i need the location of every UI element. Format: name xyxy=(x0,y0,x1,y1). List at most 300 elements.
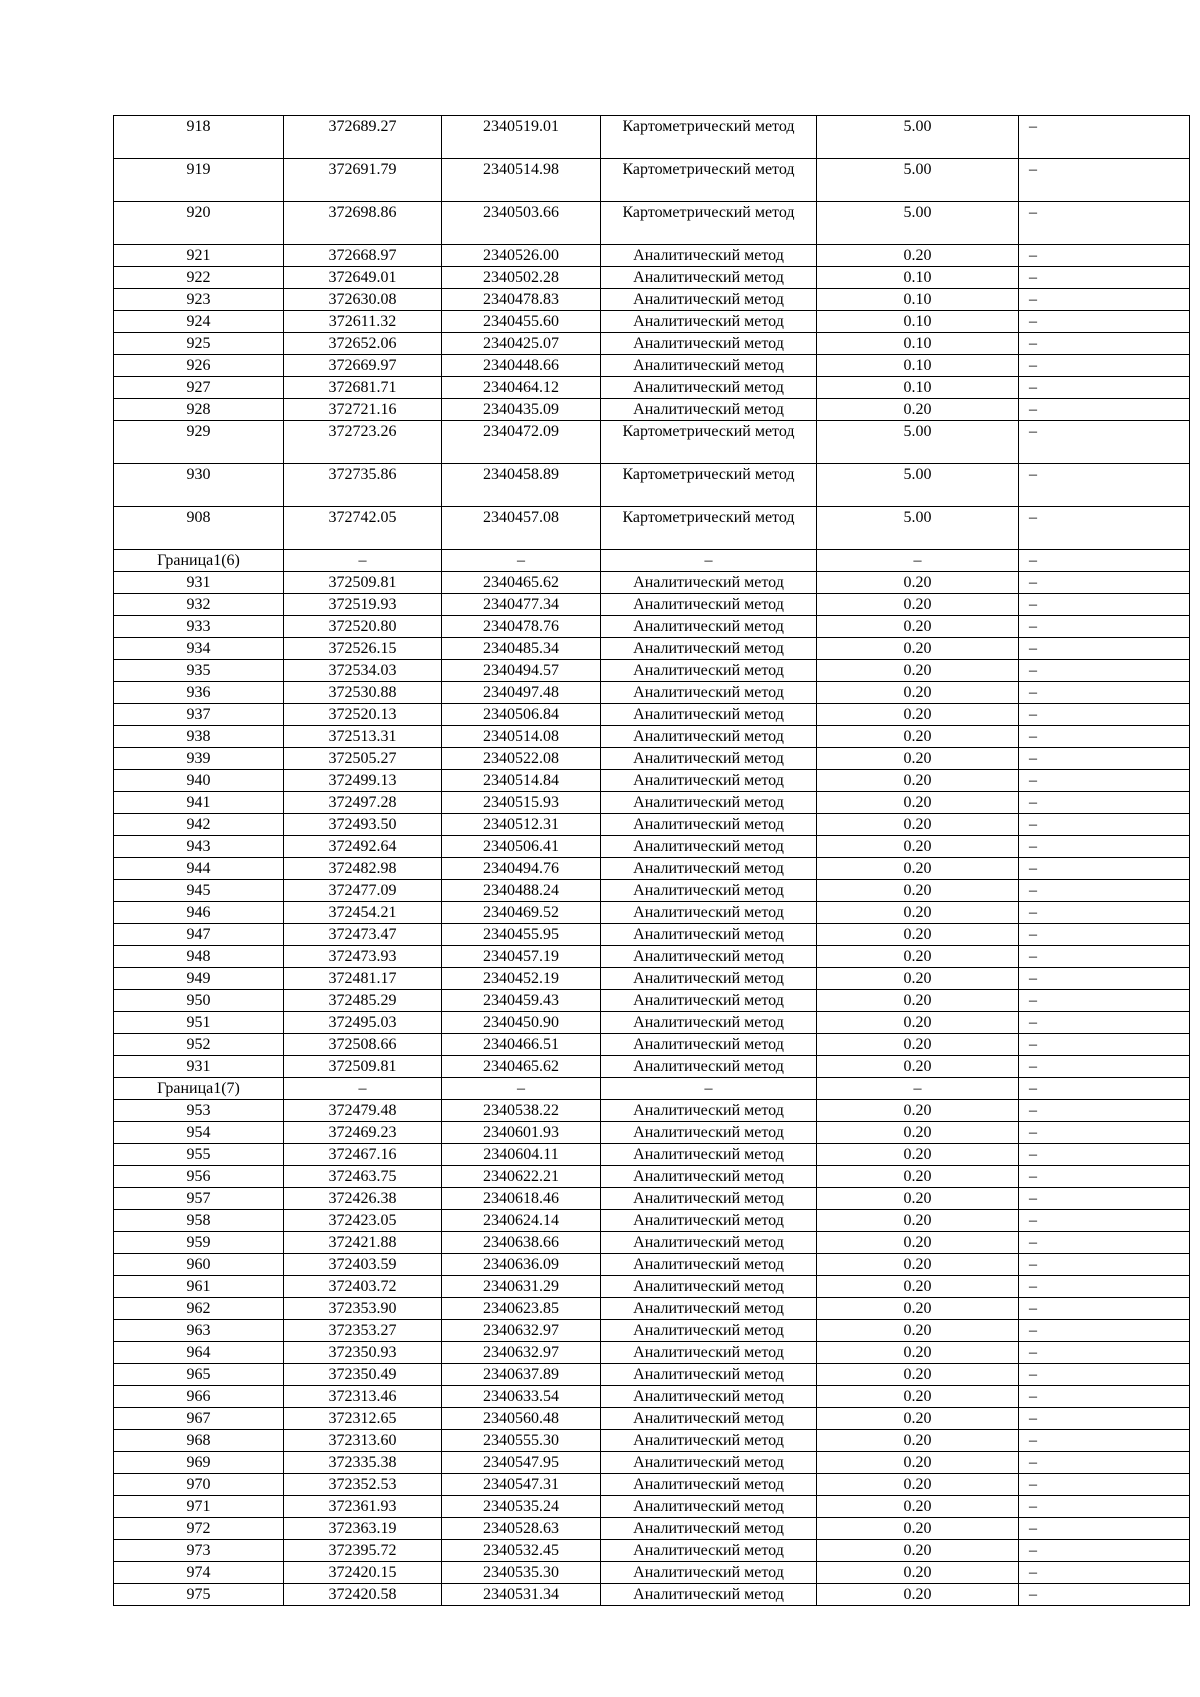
point-number-cell: 953 xyxy=(114,1100,284,1122)
method-cell: Аналитический метод xyxy=(601,1518,817,1540)
point-number-cell: 927 xyxy=(114,377,284,399)
accuracy-cell: – xyxy=(817,1078,1019,1100)
x-coordinate-cell: 372426.38 xyxy=(284,1188,442,1210)
method-cell: Картометрический метод xyxy=(601,507,817,550)
table-row xyxy=(114,1144,1190,1166)
point-number-cell: 923 xyxy=(114,289,284,311)
method-cell: Аналитический метод xyxy=(601,1540,817,1562)
method-cell: Аналитический метод xyxy=(601,1320,817,1342)
description-cell: – xyxy=(1019,507,1190,550)
table-row xyxy=(114,245,1190,267)
accuracy-cell: 0.20 xyxy=(817,1276,1019,1298)
method-cell: Аналитический метод xyxy=(601,682,817,704)
accuracy-cell: 0.20 xyxy=(817,968,1019,990)
accuracy-cell: 0.20 xyxy=(817,1452,1019,1474)
y-coordinate-cell: 2340455.60 xyxy=(442,311,601,333)
description-cell: – xyxy=(1019,267,1190,289)
coordinates-table-body xyxy=(114,116,1190,1606)
y-coordinate-cell: 2340535.30 xyxy=(442,1562,601,1584)
y-coordinate-cell: – xyxy=(442,550,601,572)
point-number-cell: 924 xyxy=(114,311,284,333)
y-coordinate-cell: 2340502.28 xyxy=(442,267,601,289)
method-cell: Аналитический метод xyxy=(601,1408,817,1430)
point-number-cell: 938 xyxy=(114,726,284,748)
x-coordinate-cell: 372363.19 xyxy=(284,1518,442,1540)
method-cell: Аналитический метод xyxy=(601,638,817,660)
description-cell: – xyxy=(1019,990,1190,1012)
description-cell: – xyxy=(1019,1364,1190,1386)
x-coordinate-cell: 372742.05 xyxy=(284,507,442,550)
method-cell: Аналитический метод xyxy=(601,1298,817,1320)
point-number-cell: 968 xyxy=(114,1430,284,1452)
point-number-cell: 948 xyxy=(114,946,284,968)
x-coordinate-cell: 372526.15 xyxy=(284,638,442,660)
y-coordinate-cell: 2340632.97 xyxy=(442,1342,601,1364)
y-coordinate-cell: 2340465.62 xyxy=(442,1056,601,1078)
method-cell: Аналитический метод xyxy=(601,616,817,638)
x-coordinate-cell: 372611.32 xyxy=(284,311,442,333)
accuracy-cell: 0.20 xyxy=(817,748,1019,770)
table-row xyxy=(114,1518,1190,1540)
y-coordinate-cell: 2340472.09 xyxy=(442,421,601,464)
table-row xyxy=(114,1166,1190,1188)
description-cell: – xyxy=(1019,1210,1190,1232)
table-row xyxy=(114,1562,1190,1584)
table-row xyxy=(114,1540,1190,1562)
table-row xyxy=(114,814,1190,836)
table-row xyxy=(114,1122,1190,1144)
table-row xyxy=(114,924,1190,946)
accuracy-cell: 0.10 xyxy=(817,311,1019,333)
description-cell: – xyxy=(1019,946,1190,968)
point-number-cell: 932 xyxy=(114,594,284,616)
accuracy-cell: 0.20 xyxy=(817,660,1019,682)
x-coordinate-cell: 372723.26 xyxy=(284,421,442,464)
description-cell: – xyxy=(1019,245,1190,267)
accuracy-cell: 0.20 xyxy=(817,1386,1019,1408)
method-cell: Картометрический метод xyxy=(601,159,817,202)
point-number-cell: 931 xyxy=(114,572,284,594)
x-coordinate-cell: 372479.48 xyxy=(284,1100,442,1122)
y-coordinate-cell: 2340448.66 xyxy=(442,355,601,377)
x-coordinate-cell: 372350.49 xyxy=(284,1364,442,1386)
accuracy-cell: 5.00 xyxy=(817,116,1019,159)
description-cell: – xyxy=(1019,1188,1190,1210)
description-cell: – xyxy=(1019,550,1190,572)
accuracy-cell: 0.20 xyxy=(817,924,1019,946)
y-coordinate-cell: 2340458.89 xyxy=(442,464,601,507)
y-coordinate-cell: 2340560.48 xyxy=(442,1408,601,1430)
table-row xyxy=(114,507,1190,550)
x-coordinate-cell: 372497.28 xyxy=(284,792,442,814)
point-number-cell: 949 xyxy=(114,968,284,990)
x-coordinate-cell: 372485.29 xyxy=(284,990,442,1012)
coordinates-table xyxy=(113,115,1190,1606)
description-cell: – xyxy=(1019,333,1190,355)
y-coordinate-cell: 2340547.31 xyxy=(442,1474,601,1496)
point-number-cell: 920 xyxy=(114,202,284,245)
table-row xyxy=(114,1188,1190,1210)
x-coordinate-cell: 372735.86 xyxy=(284,464,442,507)
x-coordinate-cell: 372721.16 xyxy=(284,399,442,421)
x-coordinate-cell: 372463.75 xyxy=(284,1166,442,1188)
description-cell: – xyxy=(1019,1320,1190,1342)
description-cell: – xyxy=(1019,792,1190,814)
description-cell: – xyxy=(1019,1056,1190,1078)
description-cell: – xyxy=(1019,704,1190,726)
y-coordinate-cell: 2340466.51 xyxy=(442,1034,601,1056)
accuracy-cell: 5.00 xyxy=(817,507,1019,550)
accuracy-cell: 0.20 xyxy=(817,1122,1019,1144)
x-coordinate-cell: 372473.93 xyxy=(284,946,442,968)
accuracy-cell: 0.20 xyxy=(817,1012,1019,1034)
table-row xyxy=(114,968,1190,990)
description-cell: – xyxy=(1019,1342,1190,1364)
table-row xyxy=(114,1430,1190,1452)
accuracy-cell: 0.20 xyxy=(817,792,1019,814)
description-cell: – xyxy=(1019,1166,1190,1188)
y-coordinate-cell: 2340636.09 xyxy=(442,1254,601,1276)
y-coordinate-cell: 2340514.98 xyxy=(442,159,601,202)
x-coordinate-cell: 372652.06 xyxy=(284,333,442,355)
table-row xyxy=(114,1276,1190,1298)
point-number-cell: 964 xyxy=(114,1342,284,1364)
x-coordinate-cell: 372499.13 xyxy=(284,770,442,792)
point-number-cell: 925 xyxy=(114,333,284,355)
table-row xyxy=(114,267,1190,289)
point-number-cell: 974 xyxy=(114,1562,284,1584)
table-row xyxy=(114,1056,1190,1078)
accuracy-cell: 0.20 xyxy=(817,399,1019,421)
point-number-cell: Граница1(6) xyxy=(114,550,284,572)
description-cell: – xyxy=(1019,638,1190,660)
description-cell: – xyxy=(1019,1496,1190,1518)
table-row xyxy=(114,1496,1190,1518)
method-cell: Аналитический метод xyxy=(601,924,817,946)
accuracy-cell: 0.10 xyxy=(817,377,1019,399)
method-cell: Аналитический метод xyxy=(601,1342,817,1364)
table-row xyxy=(114,616,1190,638)
description-cell: – xyxy=(1019,311,1190,333)
y-coordinate-cell: 2340637.89 xyxy=(442,1364,601,1386)
y-coordinate-cell: 2340512.31 xyxy=(442,814,601,836)
method-cell: Аналитический метод xyxy=(601,377,817,399)
accuracy-cell: 0.20 xyxy=(817,1584,1019,1606)
y-coordinate-cell: 2340494.76 xyxy=(442,858,601,880)
x-coordinate-cell: 372520.13 xyxy=(284,704,442,726)
x-coordinate-cell: 372482.98 xyxy=(284,858,442,880)
point-number-cell: 960 xyxy=(114,1254,284,1276)
method-cell: – xyxy=(601,550,817,572)
method-cell: Картометрический метод xyxy=(601,202,817,245)
accuracy-cell: 0.20 xyxy=(817,1254,1019,1276)
description-cell: – xyxy=(1019,1430,1190,1452)
accuracy-cell: 5.00 xyxy=(817,159,1019,202)
point-number-cell: 935 xyxy=(114,660,284,682)
y-coordinate-cell: 2340604.11 xyxy=(442,1144,601,1166)
table-row xyxy=(114,399,1190,421)
table-row xyxy=(114,682,1190,704)
accuracy-cell: 0.20 xyxy=(817,836,1019,858)
point-number-cell: 918 xyxy=(114,116,284,159)
method-cell: Аналитический метод xyxy=(601,1034,817,1056)
method-cell: Аналитический метод xyxy=(601,726,817,748)
x-coordinate-cell: 372313.60 xyxy=(284,1430,442,1452)
accuracy-cell: – xyxy=(817,550,1019,572)
table-row xyxy=(114,770,1190,792)
accuracy-cell: 0.20 xyxy=(817,1144,1019,1166)
x-coordinate-cell: 372473.47 xyxy=(284,924,442,946)
y-coordinate-cell: 2340622.21 xyxy=(442,1166,601,1188)
table-row xyxy=(114,902,1190,924)
accuracy-cell: 0.20 xyxy=(817,1320,1019,1342)
y-coordinate-cell: 2340631.29 xyxy=(442,1276,601,1298)
table-row xyxy=(114,748,1190,770)
description-cell: – xyxy=(1019,968,1190,990)
accuracy-cell: 0.10 xyxy=(817,333,1019,355)
x-coordinate-cell: 372649.01 xyxy=(284,267,442,289)
method-cell: Аналитический метод xyxy=(601,858,817,880)
y-coordinate-cell: 2340528.63 xyxy=(442,1518,601,1540)
method-cell: Аналитический метод xyxy=(601,1254,817,1276)
y-coordinate-cell: 2340497.48 xyxy=(442,682,601,704)
x-coordinate-cell: 372534.03 xyxy=(284,660,442,682)
x-coordinate-cell: 372335.38 xyxy=(284,1452,442,1474)
method-cell: Аналитический метод xyxy=(601,1166,817,1188)
y-coordinate-cell: 2340465.62 xyxy=(442,572,601,594)
y-coordinate-cell: 2340624.14 xyxy=(442,1210,601,1232)
accuracy-cell: 0.20 xyxy=(817,1540,1019,1562)
point-number-cell: 967 xyxy=(114,1408,284,1430)
table-row xyxy=(114,1320,1190,1342)
description-cell: – xyxy=(1019,1144,1190,1166)
point-number-cell: 941 xyxy=(114,792,284,814)
method-cell: Аналитический метод xyxy=(601,1562,817,1584)
description-cell: – xyxy=(1019,1122,1190,1144)
point-number-cell: 971 xyxy=(114,1496,284,1518)
method-cell: Аналитический метод xyxy=(601,968,817,990)
y-coordinate-cell: 2340514.08 xyxy=(442,726,601,748)
accuracy-cell: 0.20 xyxy=(817,594,1019,616)
accuracy-cell: 0.20 xyxy=(817,1342,1019,1364)
description-cell: – xyxy=(1019,377,1190,399)
point-number-cell: 969 xyxy=(114,1452,284,1474)
x-coordinate-cell: 372477.09 xyxy=(284,880,442,902)
y-coordinate-cell: 2340478.83 xyxy=(442,289,601,311)
method-cell: Аналитический метод xyxy=(601,1144,817,1166)
accuracy-cell: 0.10 xyxy=(817,355,1019,377)
method-cell: Аналитический метод xyxy=(601,1430,817,1452)
description-cell: – xyxy=(1019,836,1190,858)
method-cell: Аналитический метод xyxy=(601,1232,817,1254)
point-number-cell: 933 xyxy=(114,616,284,638)
method-cell: Аналитический метод xyxy=(601,946,817,968)
accuracy-cell: 0.20 xyxy=(817,1166,1019,1188)
table-row xyxy=(114,1386,1190,1408)
point-number-cell: 961 xyxy=(114,1276,284,1298)
description-cell: – xyxy=(1019,594,1190,616)
table-row xyxy=(114,638,1190,660)
method-cell: Аналитический метод xyxy=(601,245,817,267)
x-coordinate-cell: 372519.93 xyxy=(284,594,442,616)
y-coordinate-cell: 2340514.84 xyxy=(442,770,601,792)
point-number-cell: 942 xyxy=(114,814,284,836)
y-coordinate-cell: 2340515.93 xyxy=(442,792,601,814)
x-coordinate-cell: 372454.21 xyxy=(284,902,442,924)
method-cell: Аналитический метод xyxy=(601,704,817,726)
accuracy-cell: 0.20 xyxy=(817,572,1019,594)
accuracy-cell: 0.20 xyxy=(817,638,1019,660)
description-cell: – xyxy=(1019,770,1190,792)
x-coordinate-cell: 372353.90 xyxy=(284,1298,442,1320)
y-coordinate-cell: 2340450.90 xyxy=(442,1012,601,1034)
accuracy-cell: 0.20 xyxy=(817,1034,1019,1056)
accuracy-cell: 0.20 xyxy=(817,1232,1019,1254)
point-number-cell: 951 xyxy=(114,1012,284,1034)
description-cell: – xyxy=(1019,1562,1190,1584)
y-coordinate-cell: 2340459.43 xyxy=(442,990,601,1012)
y-coordinate-cell: 2340601.93 xyxy=(442,1122,601,1144)
description-cell: – xyxy=(1019,1276,1190,1298)
x-coordinate-cell: 372681.71 xyxy=(284,377,442,399)
x-coordinate-cell: 372423.05 xyxy=(284,1210,442,1232)
table-row xyxy=(114,421,1190,464)
accuracy-cell: 0.20 xyxy=(817,726,1019,748)
point-number-cell: 950 xyxy=(114,990,284,1012)
point-number-cell: 955 xyxy=(114,1144,284,1166)
description-cell: – xyxy=(1019,1408,1190,1430)
point-number-cell: 929 xyxy=(114,421,284,464)
accuracy-cell: 0.20 xyxy=(817,1518,1019,1540)
method-cell: Аналитический метод xyxy=(601,1496,817,1518)
point-number-cell: 958 xyxy=(114,1210,284,1232)
method-cell: Аналитический метод xyxy=(601,1188,817,1210)
description-cell: – xyxy=(1019,1254,1190,1276)
x-coordinate-cell: 372505.27 xyxy=(284,748,442,770)
y-coordinate-cell: 2340638.66 xyxy=(442,1232,601,1254)
method-cell: Аналитический метод xyxy=(601,748,817,770)
y-coordinate-cell: 2340506.84 xyxy=(442,704,601,726)
description-cell: – xyxy=(1019,924,1190,946)
point-number-cell: 956 xyxy=(114,1166,284,1188)
description-cell: – xyxy=(1019,116,1190,159)
description-cell: – xyxy=(1019,202,1190,245)
description-cell: – xyxy=(1019,1518,1190,1540)
x-coordinate-cell: 372352.53 xyxy=(284,1474,442,1496)
accuracy-cell: 0.20 xyxy=(817,616,1019,638)
table-row xyxy=(114,159,1190,202)
y-coordinate-cell: 2340633.54 xyxy=(442,1386,601,1408)
method-cell: Аналитический метод xyxy=(601,1364,817,1386)
x-coordinate-cell: 372630.08 xyxy=(284,289,442,311)
table-row xyxy=(114,704,1190,726)
y-coordinate-cell: 2340457.08 xyxy=(442,507,601,550)
table-row xyxy=(114,1342,1190,1364)
accuracy-cell: 0.20 xyxy=(817,1562,1019,1584)
method-cell: Аналитический метод xyxy=(601,311,817,333)
point-number-cell: 947 xyxy=(114,924,284,946)
point-number-cell: 972 xyxy=(114,1518,284,1540)
y-coordinate-cell: 2340477.34 xyxy=(442,594,601,616)
point-number-cell: 966 xyxy=(114,1386,284,1408)
point-number-cell: 973 xyxy=(114,1540,284,1562)
x-coordinate-cell: 372668.97 xyxy=(284,245,442,267)
point-number-cell: 946 xyxy=(114,902,284,924)
x-coordinate-cell: 372520.80 xyxy=(284,616,442,638)
x-coordinate-cell: 372350.93 xyxy=(284,1342,442,1364)
x-coordinate-cell: 372689.27 xyxy=(284,116,442,159)
description-cell: – xyxy=(1019,616,1190,638)
y-coordinate-cell: 2340547.95 xyxy=(442,1452,601,1474)
table-row xyxy=(114,116,1190,159)
description-cell: – xyxy=(1019,464,1190,507)
method-cell: Аналитический метод xyxy=(601,333,817,355)
x-coordinate-cell: 372421.88 xyxy=(284,1232,442,1254)
point-number-cell: 975 xyxy=(114,1584,284,1606)
point-number-cell: 930 xyxy=(114,464,284,507)
table-row xyxy=(114,1474,1190,1496)
description-cell: – xyxy=(1019,1386,1190,1408)
y-coordinate-cell: 2340469.52 xyxy=(442,902,601,924)
accuracy-cell: 0.20 xyxy=(817,1210,1019,1232)
method-cell: Аналитический метод xyxy=(601,399,817,421)
method-cell: Аналитический метод xyxy=(601,289,817,311)
x-coordinate-cell: 372493.50 xyxy=(284,814,442,836)
x-coordinate-cell: 372508.66 xyxy=(284,1034,442,1056)
x-coordinate-cell: 372691.79 xyxy=(284,159,442,202)
accuracy-cell: 0.20 xyxy=(817,1100,1019,1122)
table-row xyxy=(114,1210,1190,1232)
point-number-cell: 931 xyxy=(114,1056,284,1078)
method-cell: Картометрический метод xyxy=(601,116,817,159)
y-coordinate-cell: 2340532.45 xyxy=(442,1540,601,1562)
x-coordinate-cell: 372481.17 xyxy=(284,968,442,990)
y-coordinate-cell: 2340464.12 xyxy=(442,377,601,399)
method-cell: Аналитический метод xyxy=(601,1386,817,1408)
table-row xyxy=(114,355,1190,377)
table-row xyxy=(114,377,1190,399)
description-cell: – xyxy=(1019,902,1190,924)
point-number-cell: 940 xyxy=(114,770,284,792)
accuracy-cell: 0.20 xyxy=(817,990,1019,1012)
y-coordinate-cell: 2340435.09 xyxy=(442,399,601,421)
y-coordinate-cell: 2340478.76 xyxy=(442,616,601,638)
table-row xyxy=(114,572,1190,594)
method-cell: Аналитический метод xyxy=(601,814,817,836)
point-number-cell: 936 xyxy=(114,682,284,704)
point-number-cell: 921 xyxy=(114,245,284,267)
y-coordinate-cell: 2340488.24 xyxy=(442,880,601,902)
method-cell: Аналитический метод xyxy=(601,594,817,616)
accuracy-cell: 5.00 xyxy=(817,464,1019,507)
description-cell: – xyxy=(1019,572,1190,594)
y-coordinate-cell: 2340555.30 xyxy=(442,1430,601,1452)
y-coordinate-cell: 2340522.08 xyxy=(442,748,601,770)
description-cell: – xyxy=(1019,1452,1190,1474)
table-row xyxy=(114,311,1190,333)
table-row xyxy=(114,1254,1190,1276)
y-coordinate-cell: 2340506.41 xyxy=(442,836,601,858)
y-coordinate-cell: 2340538.22 xyxy=(442,1100,601,1122)
y-coordinate-cell: 2340455.95 xyxy=(442,924,601,946)
accuracy-cell: 0.20 xyxy=(817,682,1019,704)
table-row xyxy=(114,1408,1190,1430)
description-cell: – xyxy=(1019,682,1190,704)
y-coordinate-cell: 2340425.07 xyxy=(442,333,601,355)
description-cell: – xyxy=(1019,726,1190,748)
accuracy-cell: 0.20 xyxy=(817,1430,1019,1452)
y-coordinate-cell: 2340535.24 xyxy=(442,1496,601,1518)
